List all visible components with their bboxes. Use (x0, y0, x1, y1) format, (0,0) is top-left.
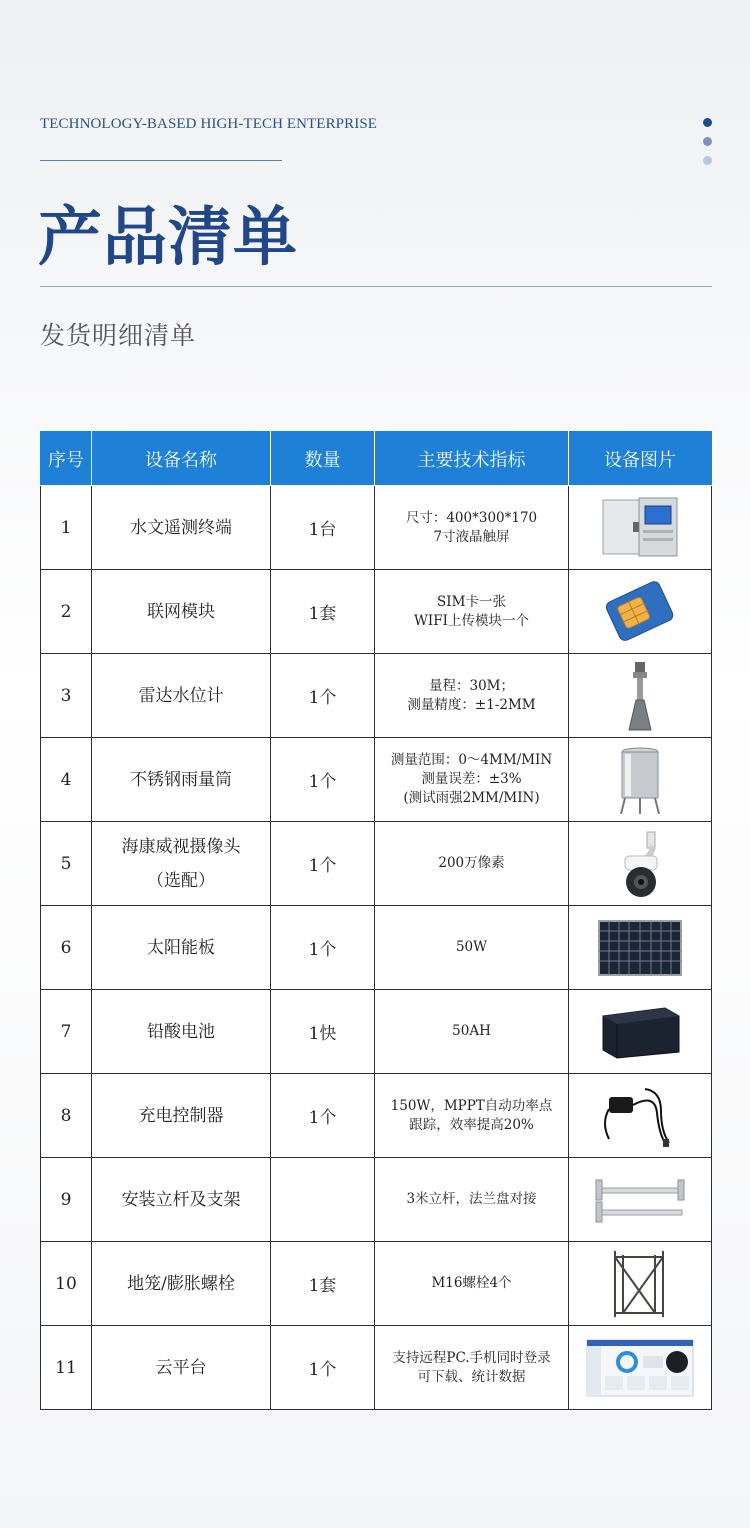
battery-icon (595, 1002, 685, 1062)
row-spec-line: 3米立杆，法兰盘对接 (406, 1191, 537, 1207)
product-list-table (40, 431, 712, 1410)
row-quantity: 1个 (271, 906, 375, 990)
row-index: 4 (41, 738, 92, 822)
row-spec-line: 量程：30M； (428, 677, 514, 694)
row-name-line: 云平台 (155, 1357, 207, 1378)
header-spec: 主要技术指标 (375, 432, 569, 486)
table-row (41, 654, 712, 738)
radar-level-gauge-icon (595, 660, 685, 732)
row-spec-line: 7寸液晶触屏 (433, 528, 510, 545)
page-title: 产品清单 (38, 200, 298, 275)
decorative-dots (703, 118, 713, 175)
row-image (569, 1326, 712, 1410)
row-quantity: 1个 (271, 654, 375, 738)
row-image (569, 570, 712, 654)
row-name (92, 906, 271, 990)
table-row (41, 906, 712, 990)
row-name (92, 654, 271, 738)
row-spec-line: 可下载、统计数据 (417, 1368, 526, 1385)
row-name-line: （选配） (147, 870, 215, 891)
mounting-pole-icon (590, 1170, 690, 1230)
table-header-row (41, 432, 712, 486)
row-name (92, 486, 271, 570)
row-spec-line: 测量精度：±1-2MM (407, 696, 536, 713)
row-spec-line: 测量误差：±3% (421, 771, 522, 787)
row-name-line: 安装立杆及支架 (121, 1189, 241, 1210)
table-row (41, 1074, 712, 1158)
tagline-divider (40, 160, 282, 161)
sim-card-icon (595, 580, 685, 644)
row-index: 7 (41, 990, 92, 1074)
row-name-line: 不锈钢雨量筒 (130, 769, 232, 790)
header-name: 设备名称 (92, 432, 271, 486)
header-image: 设备图片 (569, 432, 712, 486)
header-index: 序号 (41, 432, 92, 486)
row-quantity: 1个 (271, 1074, 375, 1158)
row-name-line: 太阳能板 (147, 937, 215, 958)
ground-cage-icon (605, 1247, 675, 1321)
row-spec-line: 跟踪，效率提高20% (409, 1116, 534, 1133)
row-name-line: 铅酸电池 (147, 1021, 215, 1042)
row-name-line: 雷达水位计 (138, 685, 224, 706)
row-image (569, 822, 712, 906)
row-spec-line: 50AH (452, 1023, 491, 1039)
row-index: 3 (41, 654, 92, 738)
dot-dark (703, 118, 712, 127)
row-quantity: 1个 (271, 1326, 375, 1410)
row-name (92, 1074, 271, 1158)
header-quantity: 数量 (271, 432, 375, 486)
row-quantity: 1个 (271, 822, 375, 906)
table-row (41, 570, 712, 654)
table-row (41, 1158, 712, 1242)
title-divider (40, 286, 712, 287)
rain-gauge-icon (595, 744, 685, 816)
row-spec (375, 1326, 569, 1410)
table-row (41, 1242, 712, 1326)
row-quantity: 1台 (271, 486, 375, 570)
row-name-line: 海康威视摄像头 (121, 836, 241, 857)
row-image (569, 906, 712, 990)
row-index: 2 (41, 570, 92, 654)
row-spec (375, 570, 569, 654)
row-spec-line: (测试雨强2MM/MIN) (403, 790, 540, 806)
row-image (569, 654, 712, 738)
row-spec (375, 1242, 569, 1326)
row-name (92, 822, 271, 906)
row-name (92, 990, 271, 1074)
page-subtitle: 发货明细清单 (40, 321, 197, 350)
row-name (92, 738, 271, 822)
row-quantity: 1快 (271, 990, 375, 1074)
row-index: 8 (41, 1074, 92, 1158)
row-quantity: 1套 (271, 570, 375, 654)
table-row (41, 486, 712, 570)
solar-panel-icon (595, 917, 685, 979)
table-row (41, 990, 712, 1074)
row-spec-line: 200万像素 (438, 855, 505, 871)
row-quantity: 1套 (271, 1242, 375, 1326)
row-image (569, 1158, 712, 1242)
row-name (92, 1242, 271, 1326)
dot-medium (703, 137, 712, 146)
camera-icon (595, 828, 685, 900)
row-image (569, 990, 712, 1074)
row-name-line: 联网模块 (147, 601, 215, 622)
table-row (41, 738, 712, 822)
row-index: 9 (41, 1158, 92, 1242)
row-spec (375, 1074, 569, 1158)
row-spec-line: 测量范围：0～4MM/MIN (390, 752, 553, 768)
row-quantity: 1个 (271, 738, 375, 822)
table-row (41, 822, 712, 906)
row-name (92, 570, 271, 654)
row-name-line: 水文遥测终端 (130, 517, 232, 538)
row-spec (375, 906, 569, 990)
row-spec (375, 990, 569, 1074)
cloud-platform-screenshot-icon (585, 1338, 695, 1398)
row-spec-line: 支持远程PC.手机同时登录 (392, 1349, 551, 1366)
dot-light (703, 156, 712, 165)
row-spec-line: 150W，MPPT自动功率点 (390, 1097, 553, 1114)
row-spec-line: 50W (455, 939, 488, 955)
tagline: TECHNOLOGY-BASED HIGH-TECH ENTERPRISE (40, 116, 378, 132)
row-spec-line: WIFI上传模块一个 (414, 612, 529, 629)
row-name (92, 1326, 271, 1410)
row-spec (375, 822, 569, 906)
row-image (569, 1242, 712, 1326)
row-spec-line: SIM卡一张 (437, 593, 506, 610)
row-image (569, 486, 712, 570)
row-image (569, 738, 712, 822)
row-name-line: 充电控制器 (138, 1105, 224, 1126)
telemetry-terminal-icon (595, 496, 685, 560)
row-spec (375, 1158, 569, 1242)
charge-controller-icon (595, 1083, 685, 1149)
row-quantity (271, 1158, 375, 1242)
row-name (92, 1158, 271, 1242)
row-spec-line: 尺寸：400*300*170 (405, 509, 538, 526)
row-index: 6 (41, 906, 92, 990)
row-index: 1 (41, 486, 92, 570)
table-row (41, 1326, 712, 1410)
row-spec (375, 654, 569, 738)
row-spec-line: M16螺栓4个 (431, 1275, 512, 1291)
row-image (569, 1074, 712, 1158)
row-index: 5 (41, 822, 92, 906)
row-index: 10 (41, 1242, 92, 1326)
row-spec (375, 486, 569, 570)
row-index: 11 (41, 1326, 92, 1410)
row-spec (375, 738, 569, 822)
row-name-line: 地笼/膨胀螺栓 (127, 1273, 235, 1294)
